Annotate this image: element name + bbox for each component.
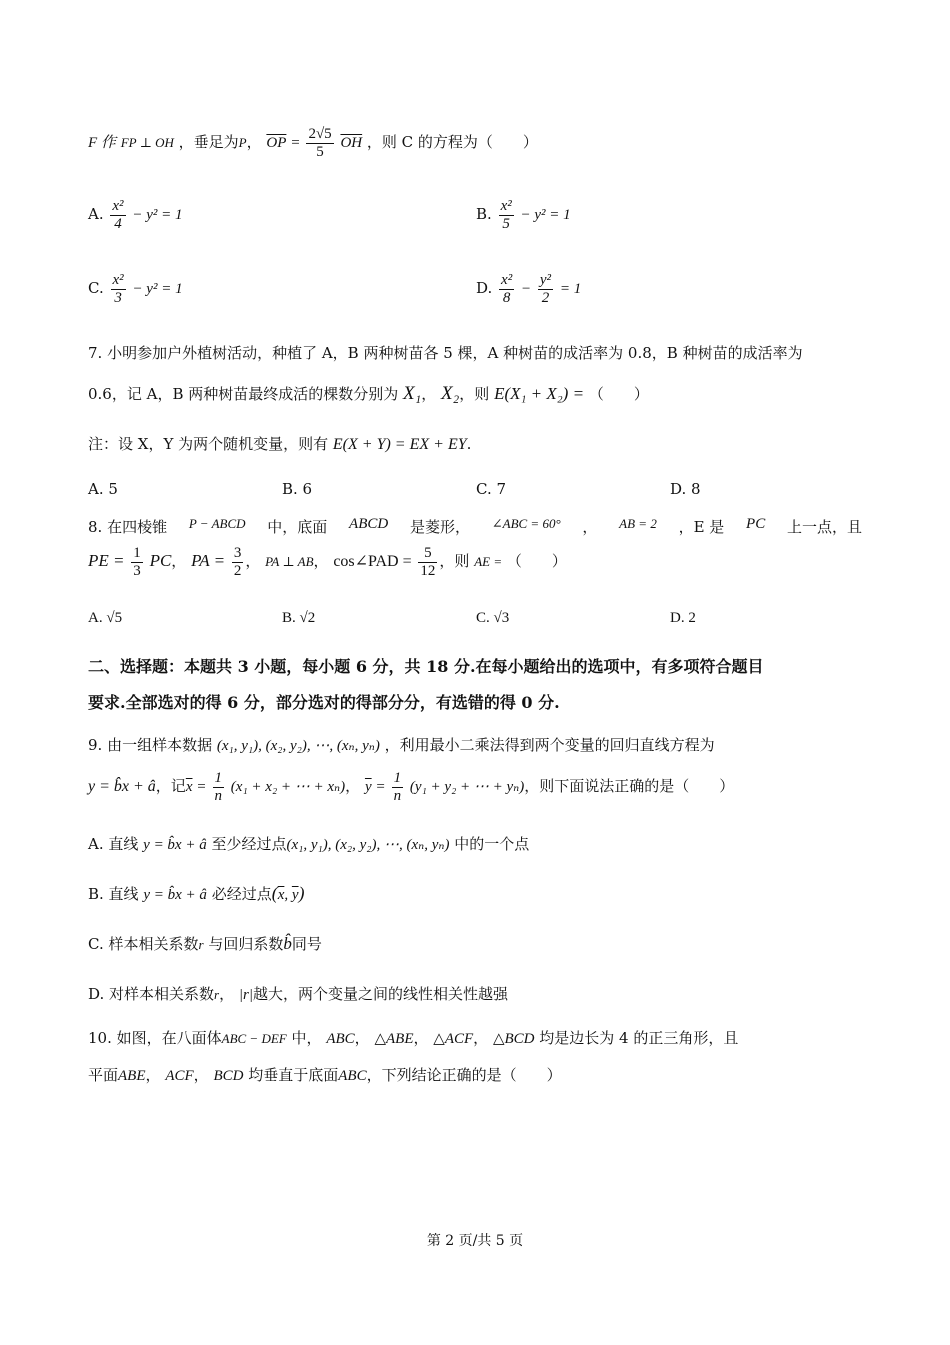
q9-optD-c: 越大，两个变量之间的线性相关性越强 (252, 985, 508, 1003)
q9-option-b[interactable] (88, 883, 305, 904)
option-label: A. (88, 205, 104, 223)
q9-optC-bhat: b̂ (283, 934, 292, 953)
q6-eq: = (291, 135, 300, 151)
q10-t1: ABC (326, 1031, 355, 1047)
frac-den: 3 (133, 562, 141, 579)
q9-data: (x₁, y₁), (x₂, y₂), ⋯, (xₙ, yₙ) (216, 738, 380, 754)
q6-option-c[interactable] (88, 272, 183, 306)
q9-ybar-eq: = (376, 779, 385, 795)
q8-pyramid: P − ABCD (188, 516, 246, 531)
option-rest: = 1 (559, 281, 582, 297)
q10-l2-c: ， (193, 1066, 209, 1084)
q9-optA-a: A. 直线 (88, 835, 139, 853)
q6-fraction (306, 126, 333, 160)
q8-l1-c: 是菱形， (409, 518, 470, 536)
frac-den: 4 (114, 215, 122, 232)
q6-option-d[interactable] (476, 272, 581, 306)
q6-op: $\overline{OP}$ (266, 135, 287, 151)
option-rest: − y² = 1 (520, 207, 571, 223)
q7-line-1: 7. 小明参加户外植树活动，种植了 A，B 两种树苗各 5 棵，A 种树苗的成活率为 0.8，B 种树苗的成活率为 (88, 344, 803, 362)
frac-num: 1 (133, 545, 141, 561)
option-label: D. (476, 279, 493, 297)
q7-note-b: . (466, 435, 472, 453)
q8-pa: PA = (191, 551, 226, 570)
frac-den: 2 (541, 289, 550, 306)
frac-num: x² (501, 272, 513, 288)
q7-x1: X₁ (403, 383, 422, 404)
q8-angle: ∠ABC = 60° (491, 516, 561, 531)
q9-optA-c: 中的一个点 (454, 835, 530, 853)
q9-optB-comma: , (284, 887, 292, 903)
q8-l1-d: ， (582, 518, 598, 536)
q9-optC-a: C. 样本相关系数 (88, 935, 199, 953)
q10-p4: ABC (338, 1068, 367, 1084)
option-fraction (499, 272, 514, 306)
q9-option-c[interactable] (88, 933, 322, 954)
q9-line-1 (88, 734, 715, 755)
frac-num: y² (539, 272, 552, 288)
option-fraction (110, 198, 125, 232)
q9-y-frac (392, 770, 404, 804)
q7-x2: X₂ (441, 383, 460, 404)
q8-l2-b: ， (245, 552, 261, 570)
q8-l2-d: ，则 (439, 552, 470, 570)
q9-xbar-eq: = (197, 779, 206, 795)
q6-tail: ，则 C 的方程为（ ） (366, 133, 538, 151)
q6-tail-line (88, 126, 538, 160)
page-footer: 第 2 页/共 5 页 (426, 1233, 524, 1249)
q8-l1-f: 上一点，且 (786, 518, 862, 536)
option-label: C. (88, 279, 104, 297)
q8-pe: PE = (88, 551, 125, 570)
q10-l1-a: 10. 如图，在八面体 (88, 1029, 222, 1047)
q8-ab: AB = 2 (619, 516, 657, 531)
q6-oh: $\overline{OH}$ (340, 135, 363, 151)
q10-l2-d: 均垂直于底面 (248, 1066, 339, 1084)
frac-num: x² (112, 198, 124, 214)
q9-line-2 (88, 770, 734, 804)
q9-optB-close: ) (298, 883, 305, 903)
q7-note (88, 433, 471, 454)
option-label: B. (476, 205, 492, 223)
q8-base: ABCD (349, 516, 389, 532)
q7-note-expr: E(X + Y) = EX + EY (332, 436, 467, 453)
q6-option-a[interactable] (88, 198, 182, 232)
q9-option-d[interactable] (88, 983, 508, 1004)
q8-pe-pc: PC (149, 551, 172, 570)
q7-line2-c: （ ） (588, 385, 649, 403)
frac-num: x² (500, 198, 512, 214)
q8-l1-e: ，E 是 (678, 518, 725, 536)
q10-l1-b: 中， (291, 1029, 322, 1047)
q10-solid: ABC − DEF (221, 1031, 287, 1046)
q8-l2-a: ， (171, 552, 187, 570)
q8-pe-frac (131, 545, 143, 579)
q6-option-b[interactable] (476, 198, 571, 232)
frac-num: x² (112, 272, 124, 288)
q6-fp-oh: FP ⊥ OH (120, 135, 174, 150)
q9-optD-a: D. 对样本相关系数 (88, 985, 215, 1003)
frac-num: 3 (233, 545, 242, 561)
q8-option-a[interactable]: A. √5 (88, 610, 123, 626)
q10-l1-d: ， (413, 1029, 429, 1047)
q7-option-b[interactable]: B. 6 (282, 480, 313, 498)
q8-perp: PA ⊥ AB (265, 554, 314, 569)
q7-expr: E(X₁ + X₂) = (494, 384, 585, 403)
q9-l1-a: 9. 由一组样本数据 (88, 736, 213, 754)
q10-l1-c: ， (354, 1029, 370, 1047)
frac-den: n (393, 787, 402, 804)
q9-optB-y: $\overline{y}$ (291, 887, 299, 903)
q9-ybar: $\overline{y}$ (364, 779, 372, 795)
q9-optD-abs: |r| (238, 987, 253, 1003)
q9-optA-b: 至少经过点 (211, 835, 287, 853)
q6-foot-text: ，垂足为 (178, 133, 239, 151)
q10-line-1 (88, 1027, 738, 1048)
q9-optA-pts: (x₁, y₁), (x₂, y₂), ⋯, (xₙ, yₙ) (286, 837, 450, 853)
q8-l2-e: （ ） (506, 552, 567, 570)
q9-optC-r: r (198, 937, 204, 952)
q9-optD-b: ， (219, 985, 235, 1003)
q10-l2-b: ， (145, 1066, 161, 1084)
q9-reg: y = b̂x + â (88, 778, 156, 795)
q7-note-a: 注：设 X，Y 为两个随机变量，则有 (88, 435, 329, 453)
q8-ae: AE = (474, 554, 503, 569)
option-rest: − y² = 1 (132, 281, 183, 297)
q9-optB-a: B. 直线 (88, 885, 139, 903)
q9-optB-x: $\overline{x}$ (277, 887, 285, 903)
q9-optC-b: 与回归系数 (208, 935, 284, 953)
q7-line2-b: ，则 (459, 385, 490, 403)
q10-p2: ACF (165, 1068, 194, 1084)
frac-den: 2 (233, 562, 242, 579)
section2-line-1: 二、选择题：本题共 3 小题，每小题 6 分，共 18 分.在每小题给出的选项中，有多项符合题目 (88, 657, 764, 676)
q9-l1-b: ，利用最小二乘法得到两个变量的回归直线方程为 (384, 736, 715, 754)
q8-pa-frac (232, 545, 244, 579)
q10-l1-e: ， (473, 1029, 489, 1047)
option-mid: − (520, 281, 532, 297)
q7-line2-a: 0.6，记 A，B 两种树苗最终成活的棵数分别为 (88, 385, 399, 403)
q9-xsum: (x₁ + x₂ + ⋯ + xₙ) (230, 779, 346, 795)
option-rest: − y² = 1 (132, 207, 183, 223)
q9-optC-c: 同号 (291, 935, 322, 953)
q8-pc: PC (746, 516, 766, 532)
q8-cos: cos∠PAD = (333, 553, 412, 570)
q10-l2-e: ，下列结论正确的是（ ） (366, 1066, 562, 1084)
q8-option-b[interactable]: B. √2 (282, 610, 316, 626)
option-fraction-2 (538, 272, 553, 306)
q8-cos-frac (418, 545, 437, 579)
frac-den: 8 (502, 289, 511, 306)
q8-line-2 (88, 545, 567, 579)
q10-t4: △BCD (492, 1031, 535, 1047)
q9-l2-b: ， (345, 777, 361, 795)
q9-x-frac (213, 770, 225, 804)
q9-optA-reg: y = b̂x + â (143, 837, 207, 853)
q10-t2: △ABE (374, 1031, 414, 1047)
frac-den: 5 (502, 215, 510, 232)
q9-optD-r: r (214, 987, 220, 1002)
q9-l2-a: ，记 (155, 777, 186, 795)
q9-l2-c: ，则下面说法正确的是（ ） (524, 777, 735, 795)
q6-frac-den: 5 (316, 143, 324, 160)
q6-frac-num: 2√5 (308, 126, 332, 142)
frac-num: 5 (418, 545, 437, 563)
q10-l2-a: 平面 (88, 1066, 119, 1084)
q6-text-start: F 作 (88, 135, 116, 151)
q9-optB-reg: y = b̂x + â (143, 887, 207, 903)
q10-p3: BCD (213, 1068, 244, 1084)
q10-line-2 (88, 1064, 562, 1085)
q7-option-d[interactable]: D. 8 (670, 480, 701, 498)
q7-sep: ， (421, 385, 437, 403)
q10-l1-f: 均是边长为 4 的正三角形，且 (539, 1029, 739, 1047)
q8-line-1 (88, 516, 862, 537)
q7-line-2 (88, 383, 649, 405)
q10-t3: △ACF (433, 1031, 474, 1047)
option-fraction (499, 198, 514, 232)
q8-option-d[interactable]: D. 2 (670, 610, 696, 626)
q8-l1-a: 8. 在四棱锥 (88, 518, 168, 536)
q6-p: P (238, 135, 247, 150)
section2-line-2: 要求.全部选对的得 6 分，部分选对的得部分分，有选错的得 0 分. (88, 693, 560, 712)
q6-comma: ， (246, 133, 262, 151)
q9-option-a[interactable] (88, 833, 529, 854)
q9-xbar: $\overline{x}$ (185, 779, 193, 795)
q9-optB-open: ( (271, 883, 278, 903)
q8-l2-c: ， (313, 552, 329, 570)
q10-p1: ABE (118, 1068, 146, 1084)
frac-den: 3 (114, 289, 122, 306)
q7-option-c[interactable]: C. 7 (476, 480, 507, 498)
frac-num: 1 (393, 770, 402, 786)
option-fraction (111, 272, 126, 306)
q8-l1-b: 中，底面 (267, 518, 328, 536)
frac-den: n (214, 787, 223, 804)
q7-option-a[interactable]: A. 5 (88, 480, 118, 498)
frac-num: 1 (214, 770, 223, 786)
q9-optB-b: 必经过点 (211, 885, 272, 903)
q9-ysum: (y₁ + y₂ + ⋯ + yₙ) (409, 779, 525, 795)
frac-den: 12 (420, 562, 436, 579)
q8-option-c[interactable]: C. √3 (476, 610, 510, 626)
